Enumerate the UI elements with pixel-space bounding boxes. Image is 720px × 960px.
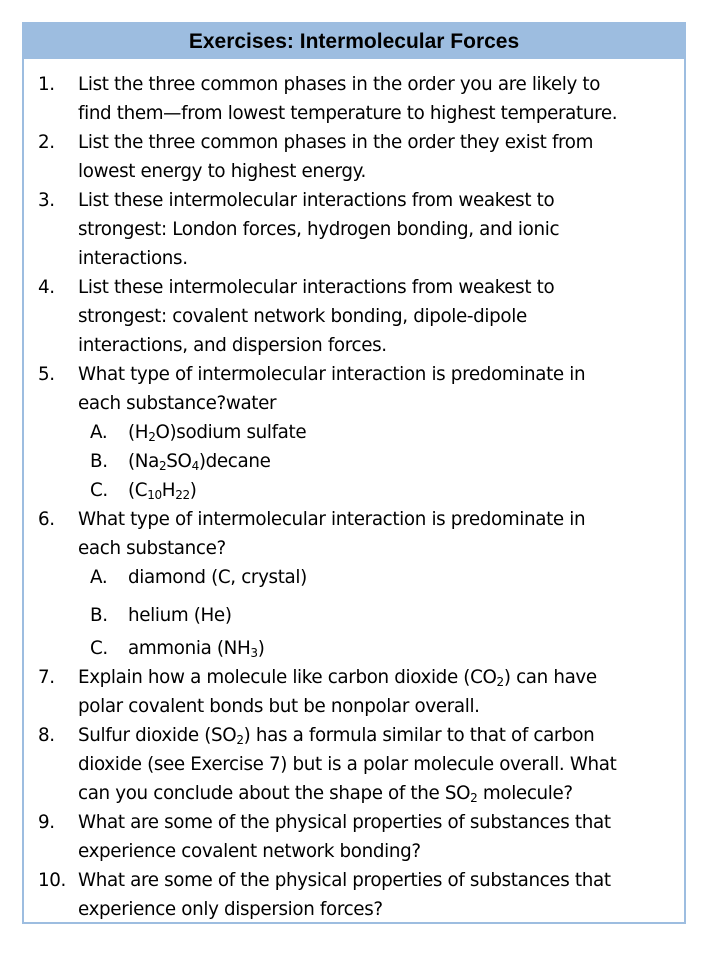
exercise-line: strongest: London forces, hydrogen bonding, and ionic bbox=[78, 219, 560, 240]
subitem-letter: C. bbox=[90, 480, 108, 501]
exercise-line: List these intermolecular interactions from weakest to bbox=[78, 277, 555, 298]
exercise-line: What are some of the physical properties of substances that bbox=[78, 870, 611, 891]
subitem-letter: A. bbox=[90, 422, 108, 443]
exercise-line: interactions. bbox=[78, 248, 188, 269]
exercise-number: 5. bbox=[38, 364, 55, 385]
subitem-text: diamond (C, crystal) bbox=[128, 567, 307, 588]
exercise-line: can you conclude about the shape of the $SO_2$ molecule? bbox=[78, 783, 573, 805]
exercise-number: 10. bbox=[38, 870, 67, 891]
subitem-text: helium (He) bbox=[128, 605, 232, 626]
subitem-letter: A. bbox=[90, 567, 108, 588]
exercise-line: List these intermolecular interactions from weakest to bbox=[78, 190, 555, 211]
exercise-line: interactions, and dispersion forces. bbox=[78, 335, 387, 356]
exercise-number: 6. bbox=[38, 509, 55, 530]
exercise-number: 4. bbox=[38, 277, 55, 298]
exercise-line: strongest: covalent network bonding, dipole-dipole bbox=[78, 306, 527, 327]
exercise-line: What type of intermolecular interaction is predominate in bbox=[78, 509, 586, 530]
exercise-line: List the three common phases in the order you are likely to bbox=[78, 74, 601, 95]
exercise-item-1 bbox=[24, 70, 684, 128]
subitem-5a bbox=[24, 418, 684, 447]
subitem-text: ammonia $(NH_3)$ bbox=[128, 638, 265, 660]
subitem-text: $(Na_2SO_4)decane$ bbox=[128, 451, 271, 473]
subitem-text: $(H_2O)sodium$ sulfate bbox=[128, 422, 307, 444]
exercise-panel bbox=[22, 22, 686, 924]
subitem-5c bbox=[24, 476, 684, 505]
exercise-line: experience only dispersion forces? bbox=[78, 899, 383, 920]
subitem-5b bbox=[24, 447, 684, 476]
exercise-number: 9. bbox=[38, 812, 55, 833]
exercise-item-6 bbox=[24, 505, 684, 563]
exercise-item-4 bbox=[24, 273, 684, 360]
exercise-line: Sulfur dioxide $(SO_2)$ has a formula similar to that of carbon bbox=[78, 725, 595, 747]
exercise-line: polar covalent bonds but be nonpolar overall. bbox=[78, 696, 480, 717]
subitem-6b bbox=[24, 601, 684, 630]
exercise-number: 8. bbox=[38, 725, 55, 746]
exercise-line: each substance? bbox=[78, 538, 226, 559]
subitem-letter: B. bbox=[90, 451, 108, 472]
subitem-letter: B. bbox=[90, 605, 108, 626]
subitem-letter: C. bbox=[90, 638, 108, 659]
exercise-line: dioxide (see Exercise 7) but is a polar molecule overall. What bbox=[78, 754, 617, 775]
exercise-line: What type of intermolecular interaction is predominate in bbox=[78, 364, 586, 385]
exercise-item-7 bbox=[24, 663, 684, 721]
exercise-line: List the three common phases in the order they exist from bbox=[78, 132, 594, 153]
exercise-list bbox=[24, 70, 684, 924]
exercise-line: experience covalent network bonding? bbox=[78, 841, 421, 862]
exercise-line: lowest energy to highest energy. bbox=[78, 161, 366, 182]
exercise-number: 3. bbox=[38, 190, 55, 211]
exercise-item-10 bbox=[24, 866, 684, 924]
exercise-number: 2. bbox=[38, 132, 55, 153]
exercise-item-3 bbox=[24, 186, 684, 273]
page-title: Exercises: Intermolecular Forces bbox=[24, 24, 684, 59]
exercise-item-2 bbox=[24, 128, 684, 186]
subitem-text: $(C_{10}H_{22})$ bbox=[128, 480, 197, 502]
exercise-line: find them—from lowest temperature to highest temperature. bbox=[78, 103, 618, 124]
exercise-item-9 bbox=[24, 808, 684, 866]
exercise-item-8 bbox=[24, 721, 684, 808]
subitem-6a bbox=[24, 563, 684, 592]
exercise-line: What are some of the physical properties of substances that bbox=[78, 812, 611, 833]
exercise-number: 7. bbox=[38, 667, 55, 688]
exercise-number: 1. bbox=[38, 74, 55, 95]
exercise-line: Explain how a molecule like carbon dioxide $(CO_2)$ can have bbox=[78, 667, 597, 689]
exercise-item-5 bbox=[24, 360, 684, 418]
subitem-6c bbox=[24, 634, 684, 663]
exercise-line: each substance?water bbox=[78, 393, 277, 414]
